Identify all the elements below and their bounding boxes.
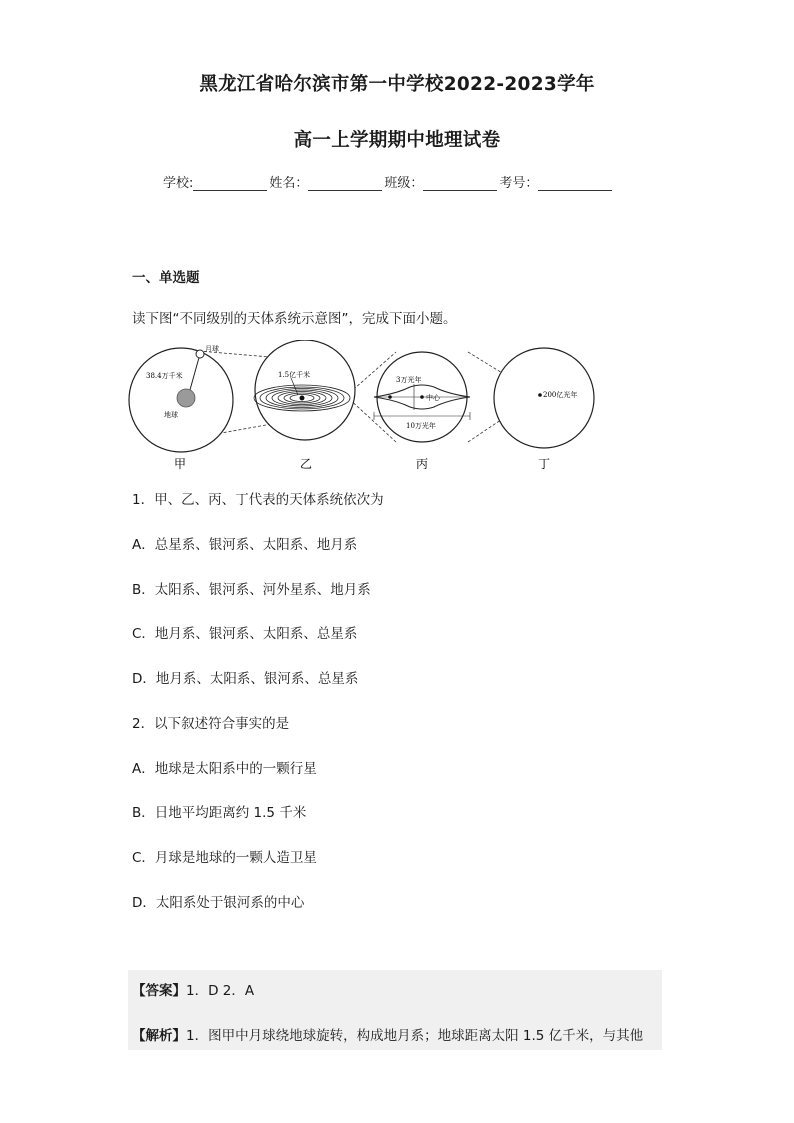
earth-label: 地球 (164, 411, 178, 419)
answer-label: 【答案】 (132, 983, 186, 999)
galaxy-diameter-label: 10万光年 (406, 422, 436, 430)
class-label: 班级： (384, 176, 424, 191)
earth-moon-distance-label: 38.4万千米 (146, 372, 183, 380)
exam-title-line2: 高一上学期期中地理试卷 (293, 130, 501, 151)
universe-center-icon (538, 393, 542, 397)
galaxy-thickness-label: 3万光年 (396, 376, 422, 384)
moon-label: 月球 (205, 345, 219, 353)
sun-icon (300, 396, 305, 401)
name-label: 姓名： (269, 176, 309, 191)
universe-scale-label: 200亿光年 (543, 391, 578, 399)
question-2-option-c: C．月球是地球的一颗人造卫星 (132, 850, 317, 866)
earth-icon (177, 389, 195, 407)
galaxy-center-label: 中心 (426, 394, 440, 402)
number-label: 考号： (499, 176, 539, 191)
caption-jia: 甲 (174, 457, 187, 471)
circle-bing (374, 352, 470, 442)
question-2-stem: 2．以下叙述符合事实的是 (132, 716, 290, 732)
analysis-text: 1．图甲中月球绕地球旋转，构成地月系；地球距离太阳 1.5 亿千米，与其他 (186, 1028, 644, 1044)
circle-jia (129, 344, 233, 452)
question-1-option-a: A．总星系、银河系、太阳系、地月系 (132, 537, 358, 553)
celestial-systems-diagram (128, 340, 598, 475)
caption-ding: 丁 (538, 457, 551, 471)
caption-bing: 丙 (416, 457, 429, 471)
analysis-line (132, 1024, 643, 1044)
number-blank (538, 178, 612, 191)
section-intro: 读下图“不同级别的天体系统示意图”，完成下面小题。 (132, 311, 457, 327)
answer-line (132, 979, 254, 999)
question-1-option-b: B．太阳系、银河系、河外星系、地月系 (132, 582, 371, 598)
circle-ding (494, 348, 594, 448)
solar-system-position-icon (388, 395, 392, 399)
question-2-option-d: D．太阳系处于银河系的中心 (132, 895, 305, 911)
analysis-label: 【解析】 (132, 1028, 186, 1044)
galaxy-center-icon (420, 395, 424, 399)
school-blank (193, 178, 267, 191)
sun-distance-label: 1.5亿千米 (278, 371, 311, 379)
moon-icon (196, 350, 204, 358)
exam-title-line1: 黑龙江省哈尔滨市第一中学校2022-2023学年 (199, 74, 595, 95)
class-blank (423, 178, 497, 191)
question-1-stem: 1．甲、乙、丙、丁代表的天体系统依次为 (132, 492, 384, 508)
circle-yi (254, 340, 355, 440)
student-info-row (163, 172, 614, 191)
question-1-option-c: C．地月系、银河系、太阳系、总星系 (132, 626, 358, 642)
zoom-connectors (199, 351, 538, 442)
question-1-option-d: D．地月系、太阳系、银河系、总星系 (132, 671, 359, 687)
question-2-option-a: A．地球是太阳系中的一颗行星 (132, 761, 317, 777)
question-2-option-b: B．日地平均距离约 1.5 千米 (132, 805, 307, 821)
answer-text: 1．D 2．A (186, 983, 255, 999)
school-label: 学校: (163, 176, 194, 191)
section-heading: 一、单选题 (132, 270, 200, 286)
name-blank (308, 178, 382, 191)
caption-yi: 乙 (300, 457, 313, 471)
